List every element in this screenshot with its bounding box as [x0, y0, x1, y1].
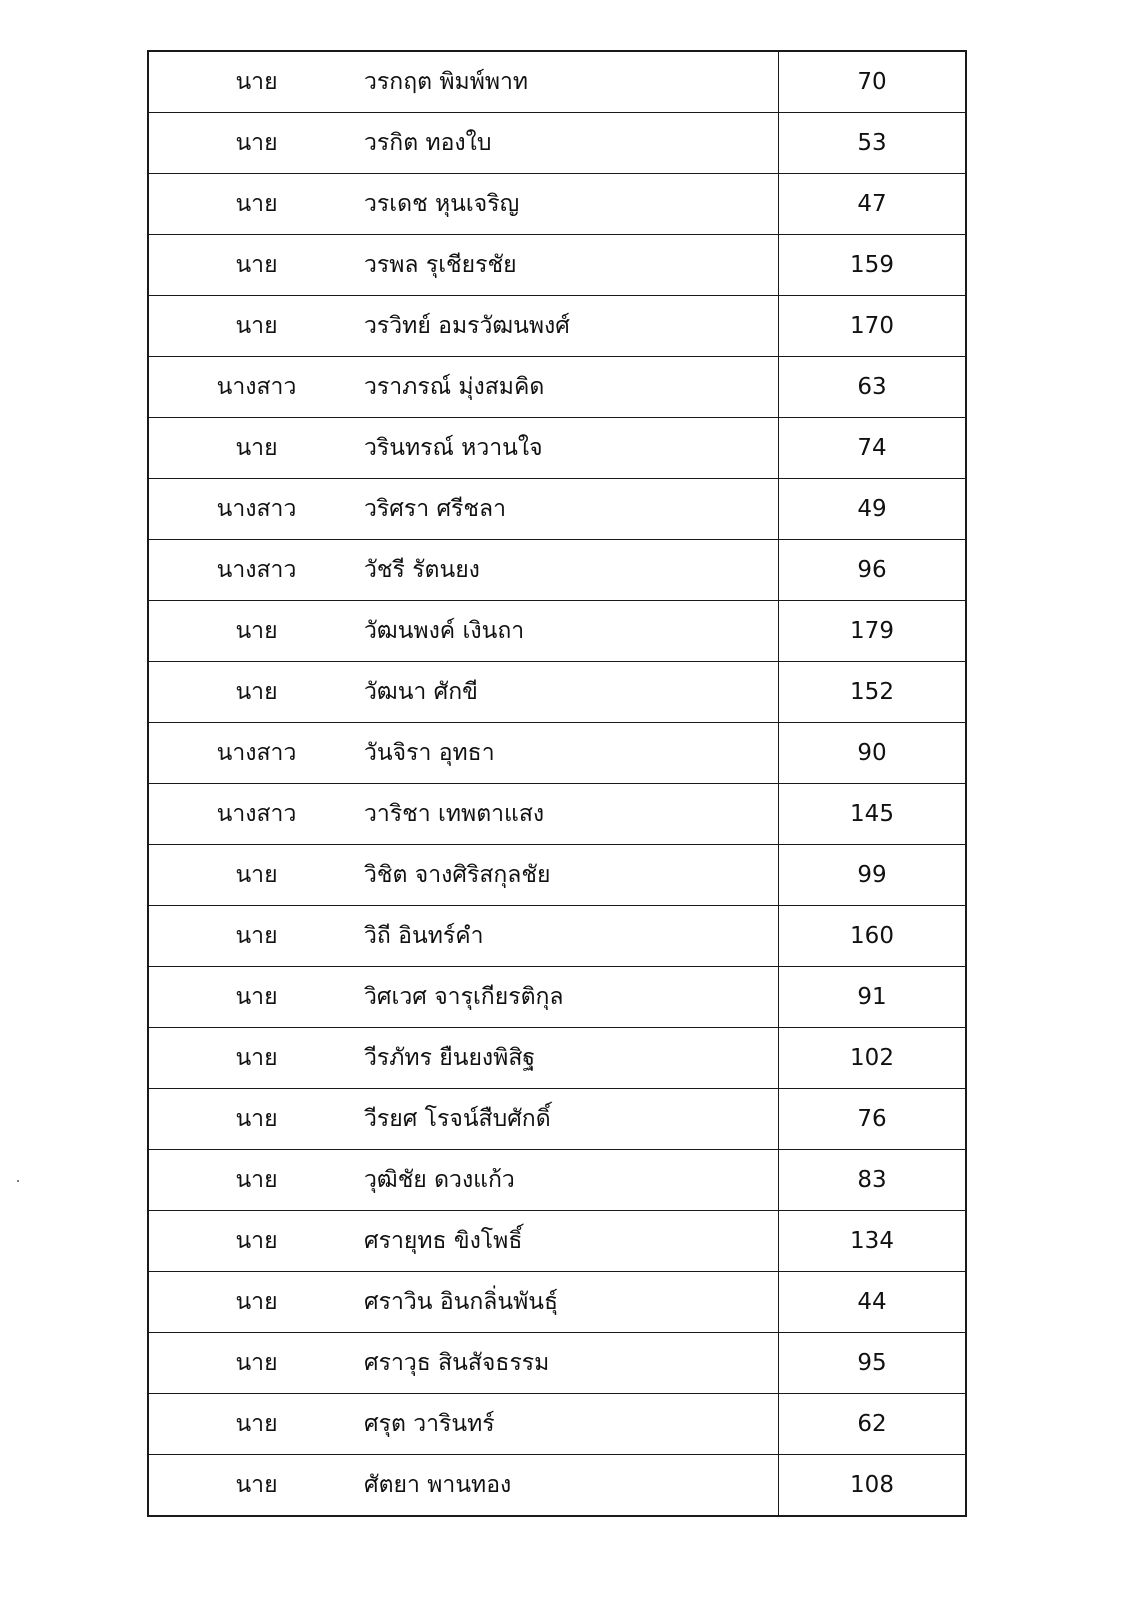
- name-cell: วัฒนา ศักขี: [364, 662, 779, 723]
- table-row: [148, 51, 966, 113]
- name-cell: ศัตยา พานทอง: [364, 1455, 779, 1517]
- name-cell: วรเดช หุนเจริญ: [364, 174, 779, 235]
- table-row: [148, 723, 966, 784]
- title-cell: นาย: [148, 1394, 364, 1455]
- title-cell: นาย: [148, 235, 364, 296]
- title-cell: นาย: [148, 1150, 364, 1211]
- name-cell: วันจิรา อุทธา: [364, 723, 779, 784]
- score-cell: 95: [779, 1333, 967, 1394]
- name-cell: วรพล รุเชียรชัย: [364, 235, 779, 296]
- name-cell: วิศเวศ จารุเกียรติกุล: [364, 967, 779, 1028]
- score-cell: 160: [779, 906, 967, 967]
- title-cell: นาย: [148, 174, 364, 235]
- name-cell: ศราวิน อินกลิ่นพันธุ์: [364, 1272, 779, 1333]
- table-row: [148, 174, 966, 235]
- table-row: [148, 296, 966, 357]
- score-cell: 63: [779, 357, 967, 418]
- title-cell: นาย: [148, 662, 364, 723]
- score-cell: 83: [779, 1150, 967, 1211]
- roster-table: [147, 50, 967, 1517]
- name-cell: วัฒนพงค์ เงินถา: [364, 601, 779, 662]
- table-row: [148, 967, 966, 1028]
- name-cell: วิชิต จางศิริสกุลชัย: [364, 845, 779, 906]
- name-cell: วิถี อินทร์คำ: [364, 906, 779, 967]
- table-row: [148, 784, 966, 845]
- name-cell: วุฒิชัย ดวงแก้ว: [364, 1150, 779, 1211]
- score-cell: 49: [779, 479, 967, 540]
- table-row: [148, 1394, 966, 1455]
- name-cell: ศราวุธ สินสัจธรรม: [364, 1333, 779, 1394]
- score-cell: 47: [779, 174, 967, 235]
- title-cell: นาย: [148, 418, 364, 479]
- title-cell: นาย: [148, 601, 364, 662]
- table-row: [148, 1455, 966, 1517]
- name-cell: ศรุต วารินทร์: [364, 1394, 779, 1455]
- title-cell: นาย: [148, 1211, 364, 1272]
- score-cell: 44: [779, 1272, 967, 1333]
- name-cell: วริศรา ศรีชลา: [364, 479, 779, 540]
- table-row: [148, 1211, 966, 1272]
- score-cell: 70: [779, 51, 967, 113]
- score-cell: 96: [779, 540, 967, 601]
- score-cell: 53: [779, 113, 967, 174]
- title-cell: นาย: [148, 1089, 364, 1150]
- table-row: [148, 479, 966, 540]
- table-row: [148, 357, 966, 418]
- table-row: [148, 1150, 966, 1211]
- scan-speck: [17, 1180, 19, 1182]
- score-cell: 108: [779, 1455, 967, 1517]
- name-cell: วราภรณ์ มุ่งสมคิด: [364, 357, 779, 418]
- name-cell: วาริชา เทพตาแสง: [364, 784, 779, 845]
- score-cell: 179: [779, 601, 967, 662]
- name-cell: วีรภัทร ยืนยงพิสิฐ: [364, 1028, 779, 1089]
- title-cell: นาย: [148, 1028, 364, 1089]
- name-cell: วัชรี รัตนยง: [364, 540, 779, 601]
- score-cell: 170: [779, 296, 967, 357]
- table-row: [148, 540, 966, 601]
- title-cell: นาย: [148, 1333, 364, 1394]
- table-row: [148, 662, 966, 723]
- table-row: [148, 1089, 966, 1150]
- title-cell: นางสาว: [148, 784, 364, 845]
- title-cell: นาย: [148, 906, 364, 967]
- score-cell: 91: [779, 967, 967, 1028]
- table-row: [148, 113, 966, 174]
- name-cell: ศรายุทธ ขิงโพธิ์: [364, 1211, 779, 1272]
- title-cell: นาย: [148, 967, 364, 1028]
- title-cell: นาย: [148, 845, 364, 906]
- title-cell: นางสาว: [148, 479, 364, 540]
- title-cell: นาย: [148, 1272, 364, 1333]
- title-cell: นาย: [148, 113, 364, 174]
- title-cell: นาย: [148, 51, 364, 113]
- roster-body: [148, 51, 966, 1516]
- score-cell: 99: [779, 845, 967, 906]
- table-row: [148, 1028, 966, 1089]
- table-row: [148, 235, 966, 296]
- title-cell: นางสาว: [148, 723, 364, 784]
- name-cell: วรวิทย์ อมรวัฒนพงศ์: [364, 296, 779, 357]
- score-cell: 152: [779, 662, 967, 723]
- score-cell: 74: [779, 418, 967, 479]
- name-cell: วรกฤต พิมพ์พาท: [364, 51, 779, 113]
- table-row: [148, 906, 966, 967]
- title-cell: นางสาว: [148, 540, 364, 601]
- title-cell: นาย: [148, 296, 364, 357]
- score-cell: 134: [779, 1211, 967, 1272]
- name-cell: วรินทรณ์ หวานใจ: [364, 418, 779, 479]
- name-cell: วีรยศ โรจน์สืบศักดิ์: [364, 1089, 779, 1150]
- title-cell: นาย: [148, 1455, 364, 1517]
- title-cell: นางสาว: [148, 357, 364, 418]
- score-cell: 90: [779, 723, 967, 784]
- score-cell: 159: [779, 235, 967, 296]
- table-row: [148, 418, 966, 479]
- score-cell: 102: [779, 1028, 967, 1089]
- score-cell: 145: [779, 784, 967, 845]
- name-cell: วรกิต ทองใบ: [364, 113, 779, 174]
- table-row: [148, 601, 966, 662]
- score-cell: 62: [779, 1394, 967, 1455]
- score-cell: 76: [779, 1089, 967, 1150]
- table-row: [148, 845, 966, 906]
- table-row: [148, 1333, 966, 1394]
- table-row: [148, 1272, 966, 1333]
